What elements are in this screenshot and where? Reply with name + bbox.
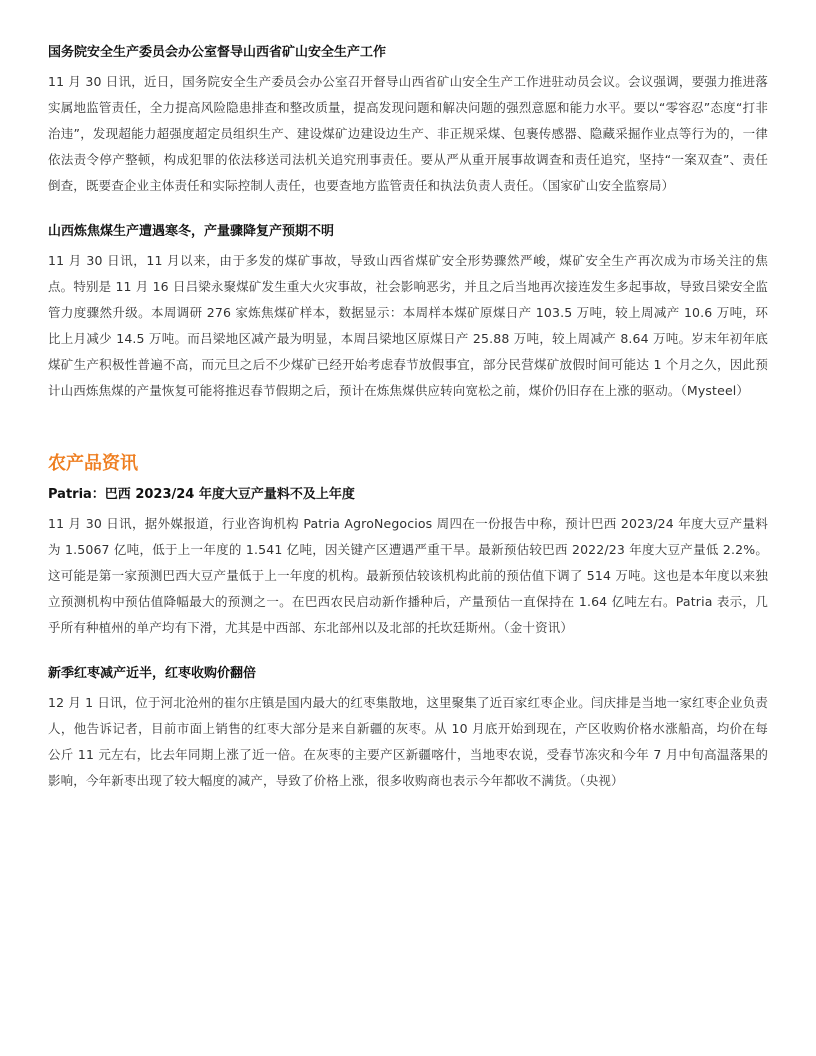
page <box>48 44 768 818</box>
article-title: 山西炼焦煤生产遭遇寒冬，产量骤降复产预期不明 <box>48 224 335 239</box>
article-title: 新季红枣减产近半，红枣收购价翻倍 <box>48 666 257 681</box>
article-body: 11 月 30 日讯，11 月以来，由于多发的煤矿事故，导致山西省煤矿安全形势骤然严峻，煤矿安全生产再次成为市场关注的焦点。特别是 11 月 16 日吕梁永聚煤矿发生重大火灾事故，社会影响恶劣，并且之后当地再次接连发生多起事故，导致吕梁安全监管力度骤然升级。本周调研 276 家炼焦煤矿样本，数据显示：本周样本煤矿原煤日产 103.5 万吨，较上周减产 10.6 万吨，环比上月减少 14.5 万吨。而吕梁地区减产最为明显，本周吕梁地区原煤日产 25.88 万吨，较上周减产 8.64 万吨。岁末年初年底煤矿生产积极性普遍不高，而元旦之后不少煤矿已经开始考虑春节放假事宜，部分民营煤矿放假时间可能达 1 个月之久，因此预计山西炼焦煤的产量恢复可能将推迟春节假期之后，预计在炼焦煤供应转向宽松之前，煤价仍旧存在上涨的驱动。（Mysteel） <box>48 253 768 398</box>
article-title: 国务院安全生产委员会办公室督导山西省矿山安全生产工作 <box>48 45 387 60</box>
article-body: 11 月 30 日讯，据外媒报道，行业咨询机构 Patria AgroNegocios 周四在一份报告中称，预计巴西 2023/24 年度大豆产量料为 1.5067 亿吨，低于上一年度的 1.541 亿吨，因关键产区遭遇严重干旱。最新预估较巴西 2022/23 年度大豆产量低 2.2%。这可能是第一家预测巴西大豆产量低于上一年度的机构。最新预估较该机构此前的预估值下调了 514 万吨。这也是本年度以来独立预测机构中预估值降幅最大的预测之一。在巴西农民启动新作播种后，产量预估一直保持在 1.64 亿吨左右。Patria 表示，几乎所有种植州的单产均有下滑，尤其是中西部、东北部州以及北部的托坎廷斯州。（金十资讯） <box>48 516 768 635</box>
news-article-mine-safety <box>48 44 768 199</box>
section-heading: 农产品资讯 <box>48 453 138 474</box>
article-body: 12 月 1 日讯，位于河北沧州的崔尔庄镇是国内最大的红枣集散地，这里聚集了近百家红枣企业。闫庆排是当地一家红枣企业负责人，他告诉记者，目前市面上销售的红枣大部分是来自新疆的灰枣。从 10 月底开始到现在，产区收购价格水涨船高，均价在每公斤 11 元左右，比去年同期上涨了近一倍。在灰枣的主要产区新疆喀什，当地枣农说，受春节冻灾和今年 7 月中旬高温落果的影响，今年新枣出现了较大幅度的减产，导致了价格上涨，很多收购商也表示今年都收不满货。（央视） <box>48 695 768 788</box>
news-article-soybean <box>48 486 768 641</box>
news-article-coking-coal <box>48 223 768 404</box>
article-title: Patria：巴西 2023/24 年度大豆产量料不及上年度 <box>48 487 355 502</box>
article-body: 11 月 30 日讯，近日，国务院安全生产委员会办公室召开督导山西省矿山安全生产工作进驻动员会议。会议强调，要强力推进落实属地监管责任，全力提高风险隐患排查和整改质量，提高发现问题和解决问题的强烈意愿和能力水平。要以“零容忍”态度“打非治违”，发现超能力超强度超定员组织生产、建设煤矿边建设边生产、非正规采煤、包裹传感器、隐藏采掘作业点等行为的，一律依法责令停产整顿，构成犯罪的依法移送司法机关追究刑事责任。要从严从重开展事故调查和责任追究，坚持“一案双查”、责任倒查，既要查企业主体责任和实际控制人责任，也要查地方监管责任和执法负责人责任。（国家矿山安全监察局） <box>48 74 768 193</box>
news-article-red-dates <box>48 665 768 794</box>
